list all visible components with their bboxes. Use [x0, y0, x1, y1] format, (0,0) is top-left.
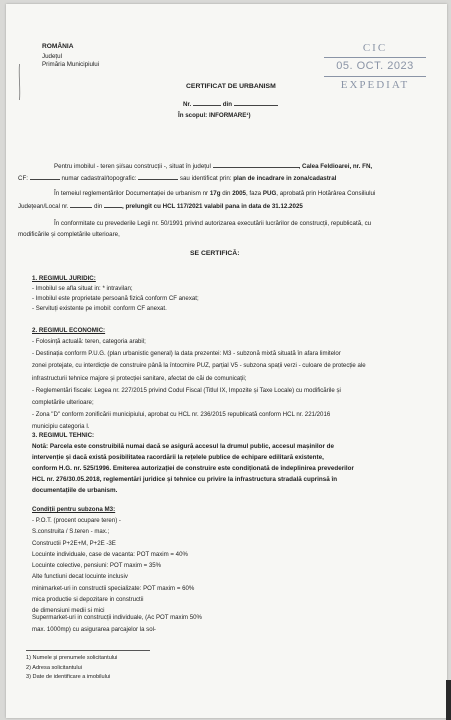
scan-edge: [446, 680, 451, 720]
list-item: completările ulterioare;: [32, 398, 94, 406]
regulation-approval: , aprobată prin Hotărârea Consiliului: [276, 190, 376, 197]
intro-line-4: [18, 202, 303, 211]
regulation-text: În temeiul reglementărilor Documentației de urbanism nr: [54, 190, 209, 197]
header-country: ROMÂNIA: [42, 43, 74, 50]
footnote-separator: [26, 650, 150, 651]
regulation-year: 2005: [232, 190, 246, 197]
note-line: documentațiile de urbanism.: [32, 487, 118, 495]
supermarket-text: [32, 612, 202, 635]
list-item: mica productie si depozitare in constructii: [32, 595, 144, 603]
conditions-list: [32, 515, 194, 616]
stamp-bottom-text: EXPEDIAT: [340, 79, 410, 91]
number-label: Nr.: [183, 101, 192, 108]
list-item: Constructii P+2E+M, P+2E -3E: [32, 539, 116, 547]
conditions-heading: Condiții pentru subzona M3:: [32, 506, 116, 513]
header-county: Județul: [42, 53, 62, 60]
note-line: HCL nr. 276/30.05.2018, reglementări juridice și tehnice cu privire la infrastructura stradală cuprinsă în: [32, 476, 338, 484]
cf-blank: [30, 174, 60, 180]
certificate-page: [6, 4, 447, 718]
council-label: Județean/Local nr.: [18, 203, 69, 210]
list-item: municipiu categoria I.: [32, 423, 90, 431]
cf-label: CF:: [18, 175, 28, 182]
tehnic-heading: 3. REGIMUL TEHNIC:: [32, 432, 95, 439]
council-date-blank: [104, 202, 122, 208]
date-label: din: [222, 101, 233, 108]
cadastral-blank: [138, 174, 178, 180]
economic-list: [32, 336, 366, 434]
list-item: - Imobilul este proprietate persoană fizică conform CF anexat;: [32, 294, 199, 302]
list-item: - Zona "D" conform zonificării municipiului, aprobat cu HCL nr. 236/2015 republicată conform HCL nr. 221/2016: [32, 411, 331, 419]
cadastral-label: numar cadastral/topografic:: [61, 175, 137, 182]
juridic-list: [32, 284, 199, 313]
tehnic-note: [32, 441, 354, 496]
list-item: S.construita / S.teren - max.;: [32, 528, 110, 536]
list-item: - Destinația conform P.U.G. (plan urbanistic general) la data prezentei: M3 - subzonă mixtă situată în afara limitelor: [32, 350, 341, 358]
list-item: de dimensiuni medii si mici: [32, 607, 105, 615]
number-line: [183, 100, 278, 109]
economic-heading: 2. REGIMUL ECONOMIC:: [32, 327, 106, 334]
list-item: Locuinte colective, pensiuni: POT maxim = 35%: [32, 562, 162, 570]
number-blank: [193, 100, 221, 106]
stamp-divider: [324, 76, 426, 77]
regulation-din: din: [222, 190, 231, 197]
extension-text: , prelungit cu HCL 117/2021 valabil pana in data de 31.12.2025: [122, 203, 303, 210]
footnote: 2) Adresa solicitantului: [26, 664, 82, 671]
list-item: - Servituți existente pe imobil: conform CF anexat.: [32, 304, 167, 312]
list-item: - Folosință actuală: teren, categoria arabil;: [32, 338, 146, 345]
list-item: - Imobilul se afla situat in: * intravilan;: [32, 285, 133, 292]
footnote: 1) Numele și prenumele solicitantului: [26, 655, 118, 661]
header-city-hall: Primăria Municipiului: [42, 61, 100, 68]
certifies-heading: SE CERTIFICĂ:: [190, 250, 240, 257]
note-line: intervenție și dacă există posibilitatea racordării la rețelele publice de echipare edilitară existente,: [32, 454, 324, 462]
stamp-date: 05. OCT. 2023: [336, 60, 414, 72]
note-line: conform H.G. nr. 525/1996. Emiterea autorizației de construire este condiționată de îndeplinirea prevederilor: [32, 465, 354, 473]
regulation-number: 17g: [209, 190, 221, 197]
intro-line-6: modificările și completările ulterioare,: [18, 231, 120, 238]
stamp-top-text: CIC: [362, 42, 388, 54]
identified-label: sau identificat prin:: [179, 175, 232, 182]
fold-mark: [18, 64, 21, 100]
stamp-divider: [324, 57, 426, 58]
list-item: Alte functiuni decat locuinte inclusiv: [32, 573, 128, 581]
note-line: Notă: Parcela este construibilă numai dacă se asigură accesul la drumul public, accesul mașinilor de: [32, 443, 335, 450]
document-title: CERTIFICAT DE URBANISM: [186, 83, 276, 90]
intro-line-1: [54, 162, 372, 171]
purpose-line: În scopul: INFORMARE¹): [178, 112, 251, 119]
list-item: - Reglementări fiscale: Legea nr. 227/2015 privind Codul Fiscal (Titlul IX, Impozite și Taxe Locale) cu modificările și: [32, 386, 341, 394]
address-text: , Calea Feldioarei, nr. FN,: [298, 163, 373, 170]
juridic-heading: 1. REGIMUL JURIDIC:: [32, 275, 96, 282]
regulation-phase: PUG: [262, 190, 277, 197]
intro-line-5: În conformitate cu prevederile Legii nr. 50/1991 privind autorizarea executării lucrărilor de construcții, republicată, cu: [54, 220, 372, 227]
footnote: 3) Date de identificare a imobilului: [26, 674, 111, 680]
list-item: max. 1000mp) cu asigurarea parcajelor la sol-: [32, 625, 156, 633]
list-item: infrastructurii tehnice majore și protecției sanitare, afectat de căi de comunicații;: [32, 374, 247, 382]
list-item: Supermarket-uri in construcții individuale, (Ac POT maxim 50%: [32, 614, 202, 621]
footnotes: [26, 654, 117, 683]
council-blank: [70, 202, 92, 208]
list-item: - P.O.T. (procent ocupare teren) -: [32, 517, 121, 524]
list-item: minimarket-uri in constructii specializate: POT maxim = 60%: [32, 584, 195, 592]
identified-value: plan de incadrare in zona/cadastral: [233, 175, 337, 182]
intro-text: Pentru imobilul - teren și/sau construcții -, situat în județul: [54, 163, 211, 170]
list-item: zonei protejate, cu interdicție de construire până la întocmire PUZ, parțial V5 - subzona spații verzi - culoare de protecție ale: [32, 362, 366, 370]
council-din: din: [94, 203, 103, 210]
date-blank: [234, 100, 278, 106]
intro-line-2: [18, 174, 336, 183]
registration-stamp: [322, 40, 428, 96]
regulation-phase-label: , faza: [245, 190, 262, 197]
list-item: Locuinte individuale, case de vacanta: POT maxim = 40%: [32, 550, 188, 558]
intro-line-3: [54, 190, 375, 198]
county-blank: [213, 162, 299, 168]
